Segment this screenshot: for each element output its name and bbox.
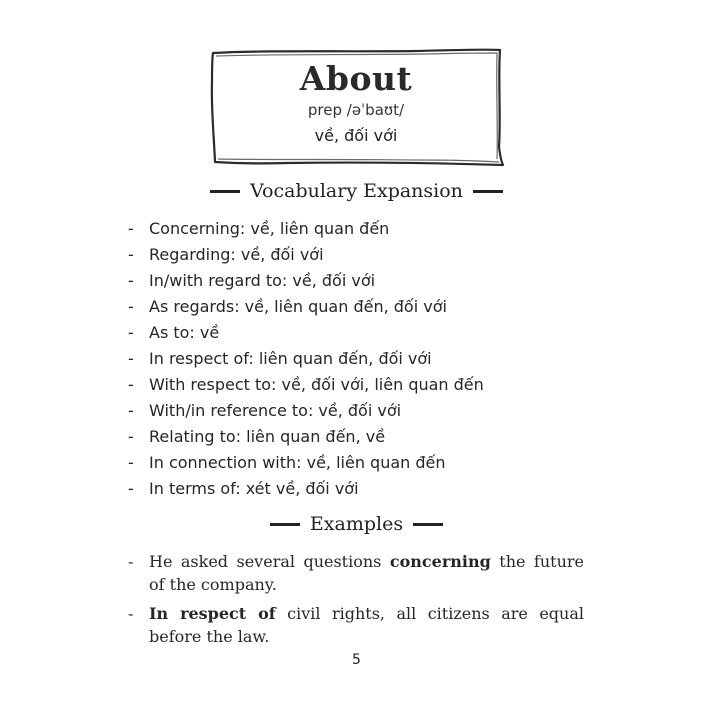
vocabulary-heading-text: Vocabulary Expansion [250, 180, 463, 202]
vocab-entry: In respect of: liên quan đến, đối với [149, 349, 432, 368]
vocab-entry: In/with regard to: về, đối với [149, 271, 376, 290]
bullet: - [128, 375, 134, 394]
example-sentence [149, 550, 584, 596]
examples-heading [0, 513, 713, 535]
heading-dash-left [210, 190, 240, 193]
page-number: 5 [352, 652, 361, 668]
heading-dash-right [413, 523, 443, 526]
examples-list [128, 550, 584, 654]
bullet: - [128, 219, 134, 238]
list-item [128, 296, 484, 322]
bullet: - [128, 453, 134, 472]
bullet: - [128, 552, 134, 571]
example-item [128, 550, 584, 596]
vocab-entry: As to: về [149, 323, 220, 342]
title-card [207, 47, 505, 169]
vocab-entry: Regarding: về, đối với [149, 245, 324, 264]
bullet: - [128, 427, 134, 446]
examples-heading-text: Examples [309, 513, 404, 535]
example-item [128, 602, 584, 648]
list-item [128, 452, 484, 478]
word-title: About [299, 59, 413, 98]
list-item [128, 348, 484, 374]
vocab-entry: Concerning: về, liên quan đến [149, 219, 390, 238]
vocab-entry: With respect to: về, đối với, liên quan đến [149, 375, 484, 394]
bullet: - [128, 323, 134, 342]
example-text-before: He asked several questions [149, 552, 390, 571]
bullet: - [128, 271, 134, 290]
list-item [128, 270, 484, 296]
bullet: - [128, 479, 134, 498]
bullet: - [128, 401, 134, 420]
word-meaning: về, đối với [314, 126, 398, 145]
bullet: - [128, 349, 134, 368]
list-item [128, 244, 484, 270]
vocab-entry: Relating to: liên quan đến, về [149, 427, 386, 446]
example-keyword: In respect of [149, 604, 276, 623]
vocab-entry: As regards: về, liên quan đến, đối với [149, 297, 447, 316]
example-text-after: the future of the company. [149, 552, 585, 594]
example-text-after: civil rights, all citizens are equal before the law. [149, 604, 584, 646]
heading-dash-right [473, 190, 503, 193]
vocabulary-heading [0, 180, 713, 202]
list-item [128, 218, 484, 244]
vocab-entry: With/in reference to: về, đối với [149, 401, 402, 420]
list-item [128, 322, 484, 348]
list-item [128, 478, 484, 504]
example-keyword: concerning [389, 552, 491, 571]
list-item [128, 400, 484, 426]
pronunciation: prep /əˈbaʊt/ [307, 101, 405, 119]
bullet: - [128, 245, 134, 264]
vocabulary-list [128, 218, 484, 504]
bullet: - [128, 604, 134, 623]
heading-dash-left [270, 523, 300, 526]
list-item [128, 426, 484, 452]
bullet: - [128, 297, 134, 316]
list-item [128, 374, 484, 400]
example-sentence [149, 602, 584, 648]
vocab-entry: In connection with: về, liên quan đến [149, 453, 446, 472]
vocab-entry: In terms of: xét về, đối với [149, 479, 359, 498]
